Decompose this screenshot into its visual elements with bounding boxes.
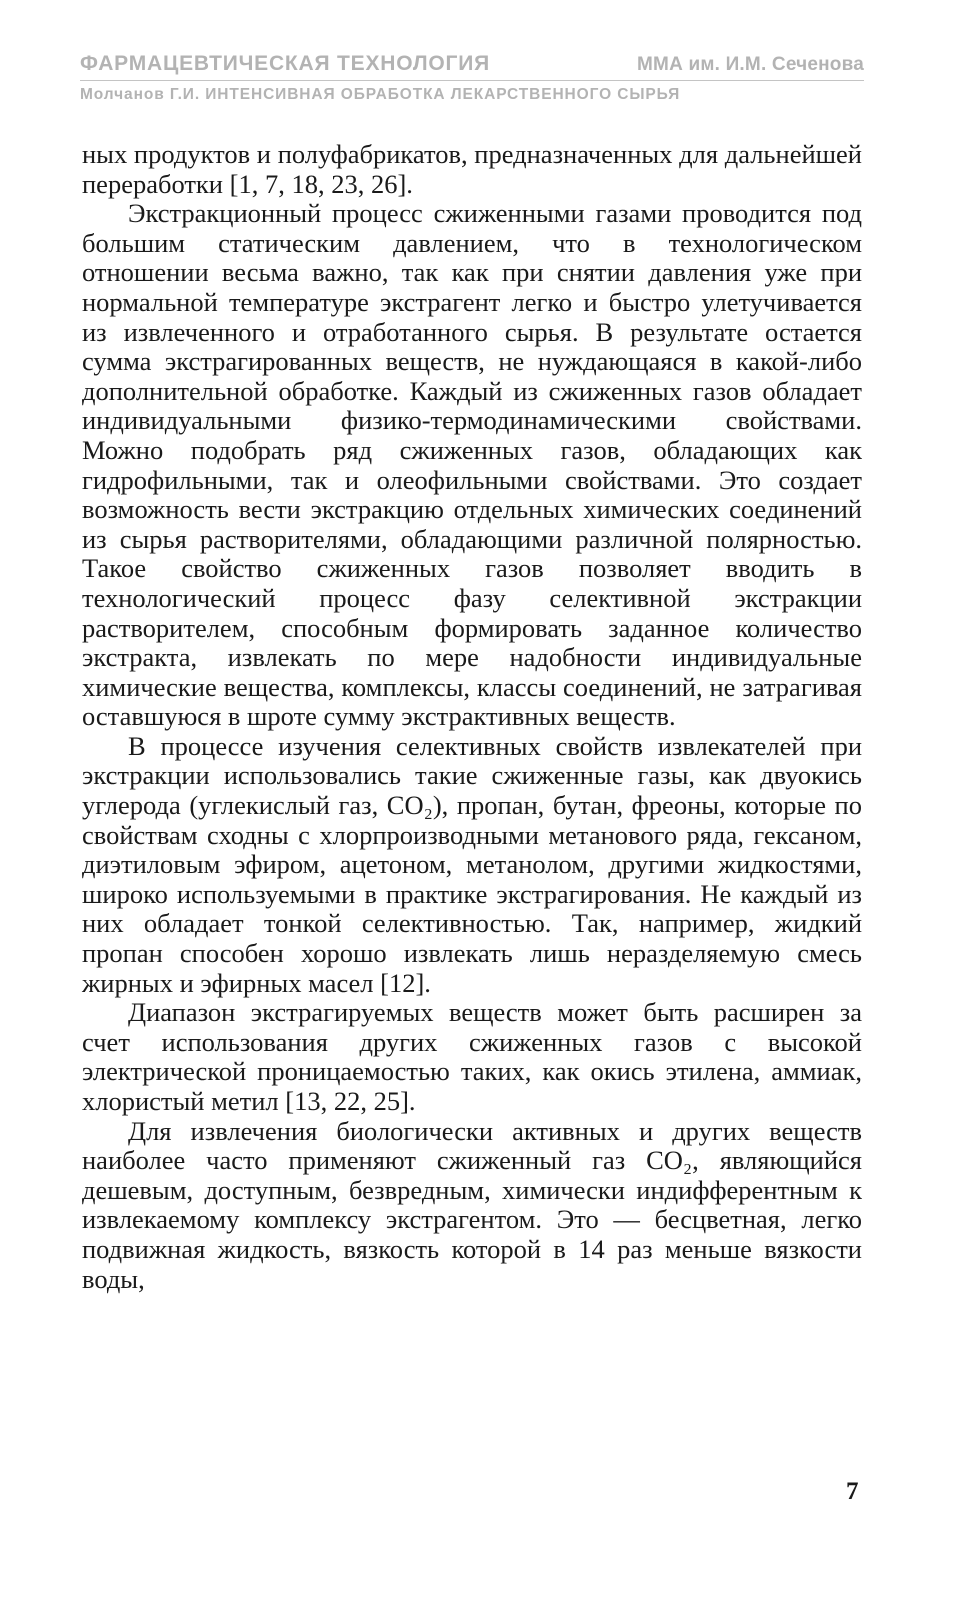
paragraph-co2-extractant: Для извлечения биологически активных и других веществ наиболее часто применяют сжиженный газ CO₂, являющийся дешевым, доступным, безвредным, химически индифферентным к извлекаемому комплексу экстрагентом. Это — бесцветная, легко подвижная жидкость, вязкость которой в 14 раз меньше вязкости воды, <box>82 1115 862 1294</box>
author-and-book-title: Молчанов Г.И. ИНТЕНСИВНАЯ ОБРАБОТКА ЛЕКАРСТВЕННОГО СЫРЬЯ <box>80 86 681 103</box>
running-head <box>80 52 864 104</box>
running-head-top-line <box>80 52 864 81</box>
course-title: ФАРМАЦЕВТИЧЕСКАЯ ТЕХНОЛОГИЯ <box>80 52 491 75</box>
paragraph-extraction-process: Экстракционный процесс сжиженными газами проводится под большим статическим давлением, что в технологическом отношении весьма важно, так как при снятии давления уже при нормальной температуре экстрагент легко и быстро улетучивается из извлеченного и отработанного сырья. В результате остается сумма экстрагированных веществ, не нуждающаяся в какой-либо дополнительной обработке. Каждый из сжиженных газов обладает индивидуальными физико-термодинамическими свойствами. Можно подобрать ряд сжиженных газов, обладающих как гидрофильными, так и олеофильными свойствами. Это создает возможность вести экстракцию отдельных химических соединений из сырья растворителями, обладающими различной полярностью. Такое свойство сжиженных газов позволяет вводить в технологический процесс фазу селективной экстракции растворителем, способным формировать заданное количество экстракта, извлекать по мере надобности индивидуальные химические вещества, комплексы, классы соединений, не затрагивая оставшуюся в шроте сумму экстрактивных веществ. <box>82 198 862 732</box>
paragraph-selective-properties: В процессе изучения селективных свойств извлекателей при экстракции использовались такие сжиженные газы, как двуокись углерода (углекислый газ, CO₂), пропан, бутан, фреоны, которые по свойствам сходны с хлорпроизводными метанового ряда, гексаном, диэтиловым эфиром, ацетоном, метанолом, другими жидкостями, широко используемыми в практике экстрагирования. Не каждый из них обладает тонкой селективностью. Так, например, жидкий пропан способен хорошо извлекать лишь неразделяемую смесь жирных и эфирных масел [12]. <box>82 730 862 998</box>
paragraph-continuation: ных продуктов и полуфабрикатов, предназначенных для дальнейшей переработки [1, 7, 18, 23, 26]. <box>82 139 862 199</box>
institution-name: ММА им. И.М. Сеченова <box>637 54 864 75</box>
paragraph-range-of-substances: Диапазон экстрагируемых веществ может быть расширен за счет использования других сжиженных газов с высокой электрической проницаемостью таких, как окись этилена, аммиак, хлористый метил [13, 22, 25]. <box>82 997 862 1116</box>
page-number: 7 <box>846 1478 859 1505</box>
page-body-text <box>82 140 862 1294</box>
